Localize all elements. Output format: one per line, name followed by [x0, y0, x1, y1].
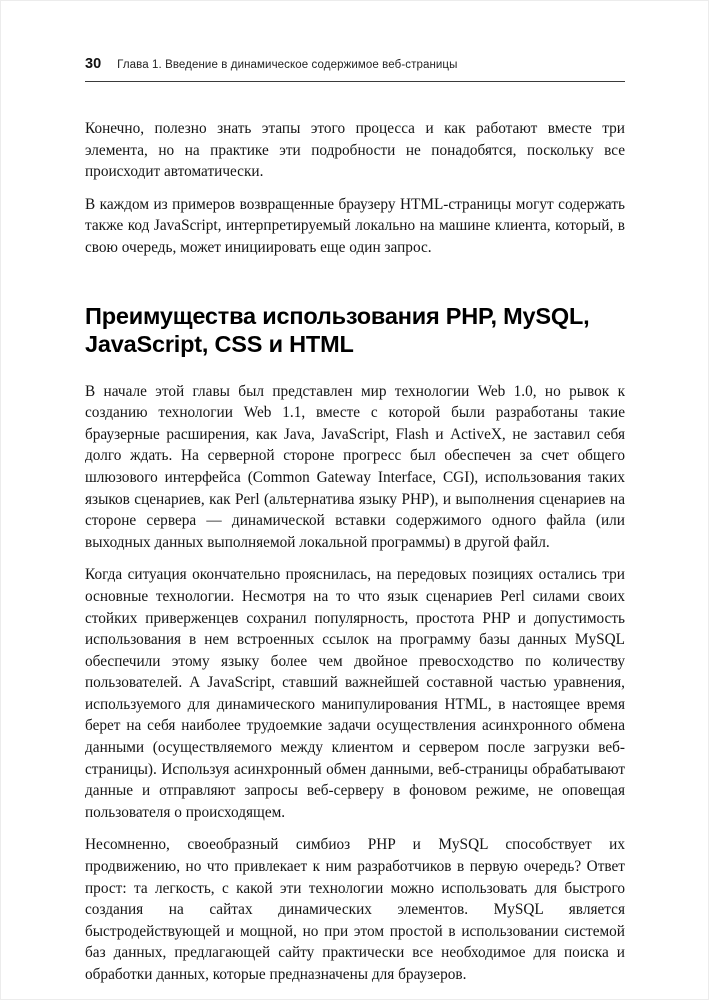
section-paragraph: Несомненно, своеобразный симбиоз PHP и MySQL способствует их продвижению, но что привлекает к ним разработчиков в первую очередь? Ответ прост: та легкость, с какой эти технологии можно использовать для быстрого создания на сайтах динамических элементов. MySQL является быстродействующей и мощной, но при этом простой в использовании системой баз данных, предлагающей сайту практически все необходимое для поиска и обработки данных, которые предназначены для браузеров. [85, 836, 625, 983]
section-paragraph: В начале этой главы был представлен мир технологии Web 1.0, но рывок к созданию технологии Web 1.1, вместе с которой были разработаны такие браузерные расширения, как Java, JavaScript, Flash и ActiveX, не заставил себя долго ждать. На серверной стороне прогресс был обеспечен за счет общего шлюзового интерфейса (Common Gateway Interface, CGI), использования таких языков сценариев, как Perl (альтернатива языку PHP), и выполнения сценариев на стороне сервера — динамической вставки содержимого одного файла (или выходных данных выполняемой локальной программы) в другой файл. [85, 382, 625, 551]
intro-paragraph: Конечно, полезно знать этапы этого процесса и как работают вместе три элемента, но на практике эти подробности не понадобятся, поскольку все происходит автоматически. [85, 120, 625, 181]
header-rule [85, 81, 625, 82]
page-body [85, 118, 625, 986]
section-paragraph: Когда ситуация окончательно прояснилась, на передовых позициях остались три основные технологии. Несмотря на то что язык сценариев Perl силами своих стойких приверженцев сохранил популярность, простота PHP и допустимость использования в нем встроенных ссылок на программу базы данных MySQL обеспечили этому языку более чем двойное превосходство по количеству пользователей. А JavaScript, ставший важнейшей составной частью уравнения, используемого для динамического манипулирования HTML, в настоящее время берет на себя наиболее трудоемкие задачи осуществления асинхронного обмена данными (осуществляемого между клиентом и сервером после загрузки веб-страницы). Используя асинхронный обмен данными, веб-страницы обрабатывают данные и отправляют запросы веб-серверу в фоновом режиме, не оповещая пользователя о происходящем. [85, 566, 625, 821]
chapter-running-head: Глава 1. Введение в динамическое содержимое веб-страницы [117, 59, 458, 71]
section-heading: Преимущества использования PHP, MySQL, JavaScript, CSS и HTML [85, 302, 590, 357]
page-number: 30 [85, 56, 102, 72]
intro-paragraph: В каждом из примеров возвращенные браузеру HTML-страницы могут содержать также код JavaScript, интерпретируемый локально на машине клиента, который, в свою очередь, может инициировать еще один запрос. [85, 195, 625, 256]
running-header [85, 56, 625, 72]
